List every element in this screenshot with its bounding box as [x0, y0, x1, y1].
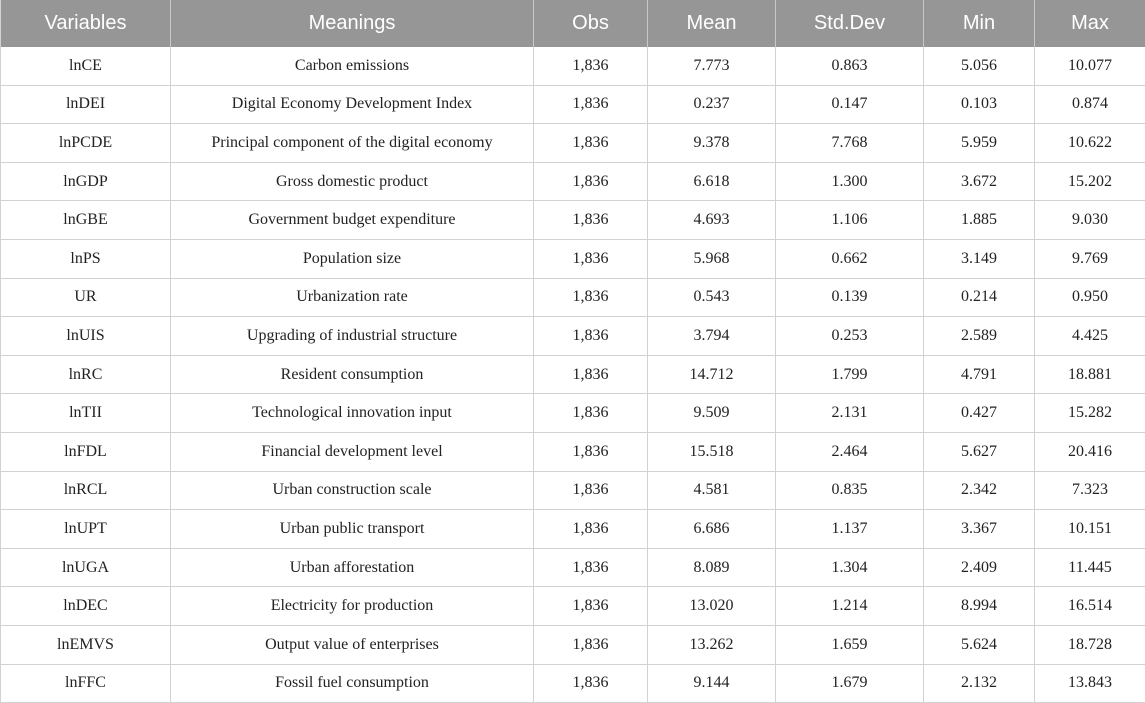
min-cell: 5.627	[924, 432, 1035, 471]
obs-cell: 1,836	[534, 471, 648, 510]
std-dev-cell: 1.679	[776, 664, 924, 703]
mean-cell: 3.794	[648, 317, 776, 356]
max-cell: 15.202	[1035, 162, 1145, 201]
mean-cell: 6.618	[648, 162, 776, 201]
min-cell: 3.672	[924, 162, 1035, 201]
max-cell: 7.323	[1035, 471, 1145, 510]
column-header-mean: Mean	[648, 0, 776, 47]
table-row	[1, 548, 1145, 587]
mean-cell: 5.968	[648, 239, 776, 278]
mean-cell: 6.686	[648, 510, 776, 549]
obs-cell: 1,836	[534, 432, 648, 471]
min-cell: 0.214	[924, 278, 1035, 317]
max-cell: 4.425	[1035, 317, 1145, 356]
variable-cell: lnFFC	[1, 664, 171, 703]
std-dev-cell: 1.137	[776, 510, 924, 549]
min-cell: 5.624	[924, 625, 1035, 664]
meaning-cell: Gross domestic product	[171, 162, 534, 201]
min-cell: 2.132	[924, 664, 1035, 703]
max-cell: 0.874	[1035, 85, 1145, 124]
min-cell: 8.994	[924, 587, 1035, 626]
std-dev-cell: 1.300	[776, 162, 924, 201]
variable-cell: lnCE	[1, 47, 171, 85]
max-cell: 10.622	[1035, 124, 1145, 163]
variable-cell: lnUPT	[1, 510, 171, 549]
meaning-cell: Electricity for production	[171, 587, 534, 626]
obs-cell: 1,836	[534, 394, 648, 433]
std-dev-cell: 2.464	[776, 432, 924, 471]
min-cell: 2.589	[924, 317, 1035, 356]
std-dev-cell: 2.131	[776, 394, 924, 433]
meaning-cell: Digital Economy Development Index	[171, 85, 534, 124]
table-row	[1, 278, 1145, 317]
meaning-cell: Urban construction scale	[171, 471, 534, 510]
mean-cell: 0.237	[648, 85, 776, 124]
variable-cell: UR	[1, 278, 171, 317]
variable-cell: lnEMVS	[1, 625, 171, 664]
obs-cell: 1,836	[534, 201, 648, 240]
min-cell: 2.409	[924, 548, 1035, 587]
std-dev-cell: 1.106	[776, 201, 924, 240]
meaning-cell: Population size	[171, 239, 534, 278]
min-cell: 4.791	[924, 355, 1035, 394]
variable-cell: lnRC	[1, 355, 171, 394]
column-header-obs: Obs	[534, 0, 648, 47]
meaning-cell: Urban public transport	[171, 510, 534, 549]
meaning-cell: Urbanization rate	[171, 278, 534, 317]
mean-cell: 8.089	[648, 548, 776, 587]
max-cell: 13.843	[1035, 664, 1145, 703]
variable-cell: lnGDP	[1, 162, 171, 201]
max-cell: 18.728	[1035, 625, 1145, 664]
min-cell: 5.959	[924, 124, 1035, 163]
mean-cell: 0.543	[648, 278, 776, 317]
std-dev-cell: 0.662	[776, 239, 924, 278]
mean-cell: 9.509	[648, 394, 776, 433]
meaning-cell: Financial development level	[171, 432, 534, 471]
column-header-variables: Variables	[1, 0, 171, 47]
min-cell: 0.103	[924, 85, 1035, 124]
obs-cell: 1,836	[534, 587, 648, 626]
min-cell: 0.427	[924, 394, 1035, 433]
max-cell: 0.950	[1035, 278, 1145, 317]
max-cell: 15.282	[1035, 394, 1145, 433]
min-cell: 3.149	[924, 239, 1035, 278]
std-dev-cell: 0.863	[776, 47, 924, 85]
variable-cell: lnDEC	[1, 587, 171, 626]
obs-cell: 1,836	[534, 162, 648, 201]
std-dev-cell: 1.659	[776, 625, 924, 664]
table-row	[1, 587, 1145, 626]
max-cell: 9.769	[1035, 239, 1145, 278]
max-cell: 10.151	[1035, 510, 1145, 549]
std-dev-cell: 1.304	[776, 548, 924, 587]
variable-cell: lnUGA	[1, 548, 171, 587]
table-row	[1, 625, 1145, 664]
meaning-cell: Output value of enterprises	[171, 625, 534, 664]
obs-cell: 1,836	[534, 317, 648, 356]
max-cell: 20.416	[1035, 432, 1145, 471]
obs-cell: 1,836	[534, 625, 648, 664]
table-row	[1, 162, 1145, 201]
max-cell: 11.445	[1035, 548, 1145, 587]
meaning-cell: Technological innovation input	[171, 394, 534, 433]
header-row	[1, 0, 1145, 47]
table-row	[1, 432, 1145, 471]
table-row	[1, 317, 1145, 356]
meaning-cell: Urban afforestation	[171, 548, 534, 587]
variable-cell: lnRCL	[1, 471, 171, 510]
table-row	[1, 201, 1145, 240]
variable-cell: lnGBE	[1, 201, 171, 240]
std-dev-cell: 0.147	[776, 85, 924, 124]
table-row	[1, 471, 1145, 510]
std-dev-cell: 0.139	[776, 278, 924, 317]
table-row	[1, 47, 1145, 85]
meaning-cell: Upgrading of industrial structure	[171, 317, 534, 356]
std-dev-cell: 0.835	[776, 471, 924, 510]
column-header-meanings: Meanings	[171, 0, 534, 47]
obs-cell: 1,836	[534, 664, 648, 703]
std-dev-cell: 1.214	[776, 587, 924, 626]
max-cell: 16.514	[1035, 587, 1145, 626]
mean-cell: 13.262	[648, 625, 776, 664]
min-cell: 2.342	[924, 471, 1035, 510]
meaning-cell: Government budget expenditure	[171, 201, 534, 240]
variable-cell: lnUIS	[1, 317, 171, 356]
table-header	[1, 0, 1145, 47]
variable-cell: lnFDL	[1, 432, 171, 471]
std-dev-cell: 1.799	[776, 355, 924, 394]
variable-cell: lnPCDE	[1, 124, 171, 163]
obs-cell: 1,836	[534, 548, 648, 587]
max-cell: 18.881	[1035, 355, 1145, 394]
mean-cell: 9.378	[648, 124, 776, 163]
std-dev-cell: 7.768	[776, 124, 924, 163]
min-cell: 1.885	[924, 201, 1035, 240]
mean-cell: 9.144	[648, 664, 776, 703]
obs-cell: 1,836	[534, 47, 648, 85]
table-row	[1, 85, 1145, 124]
mean-cell: 15.518	[648, 432, 776, 471]
column-header-max: Max	[1035, 0, 1145, 47]
meaning-cell: Resident consumption	[171, 355, 534, 394]
obs-cell: 1,836	[534, 85, 648, 124]
table-row	[1, 394, 1145, 433]
variable-cell: lnDEI	[1, 85, 171, 124]
table-row	[1, 355, 1145, 394]
mean-cell: 4.581	[648, 471, 776, 510]
mean-cell: 13.020	[648, 587, 776, 626]
mean-cell: 14.712	[648, 355, 776, 394]
obs-cell: 1,836	[534, 278, 648, 317]
obs-cell: 1,836	[534, 510, 648, 549]
obs-cell: 1,836	[534, 124, 648, 163]
meaning-cell: Fossil fuel consumption	[171, 664, 534, 703]
table-body	[1, 47, 1145, 703]
min-cell: 5.056	[924, 47, 1035, 85]
std-dev-cell: 0.253	[776, 317, 924, 356]
table-row	[1, 510, 1145, 549]
column-header-std-dev: Std.Dev	[776, 0, 924, 47]
max-cell: 10.077	[1035, 47, 1145, 85]
obs-cell: 1,836	[534, 355, 648, 394]
meaning-cell: Principal component of the digital economy	[171, 124, 534, 163]
table-row	[1, 124, 1145, 163]
obs-cell: 1,836	[534, 239, 648, 278]
table-row	[1, 239, 1145, 278]
meaning-cell: Carbon emissions	[171, 47, 534, 85]
max-cell: 9.030	[1035, 201, 1145, 240]
mean-cell: 7.773	[648, 47, 776, 85]
table-row	[1, 664, 1145, 703]
variable-cell: lnTII	[1, 394, 171, 433]
variable-cell: lnPS	[1, 239, 171, 278]
column-header-min: Min	[924, 0, 1035, 47]
mean-cell: 4.693	[648, 201, 776, 240]
min-cell: 3.367	[924, 510, 1035, 549]
